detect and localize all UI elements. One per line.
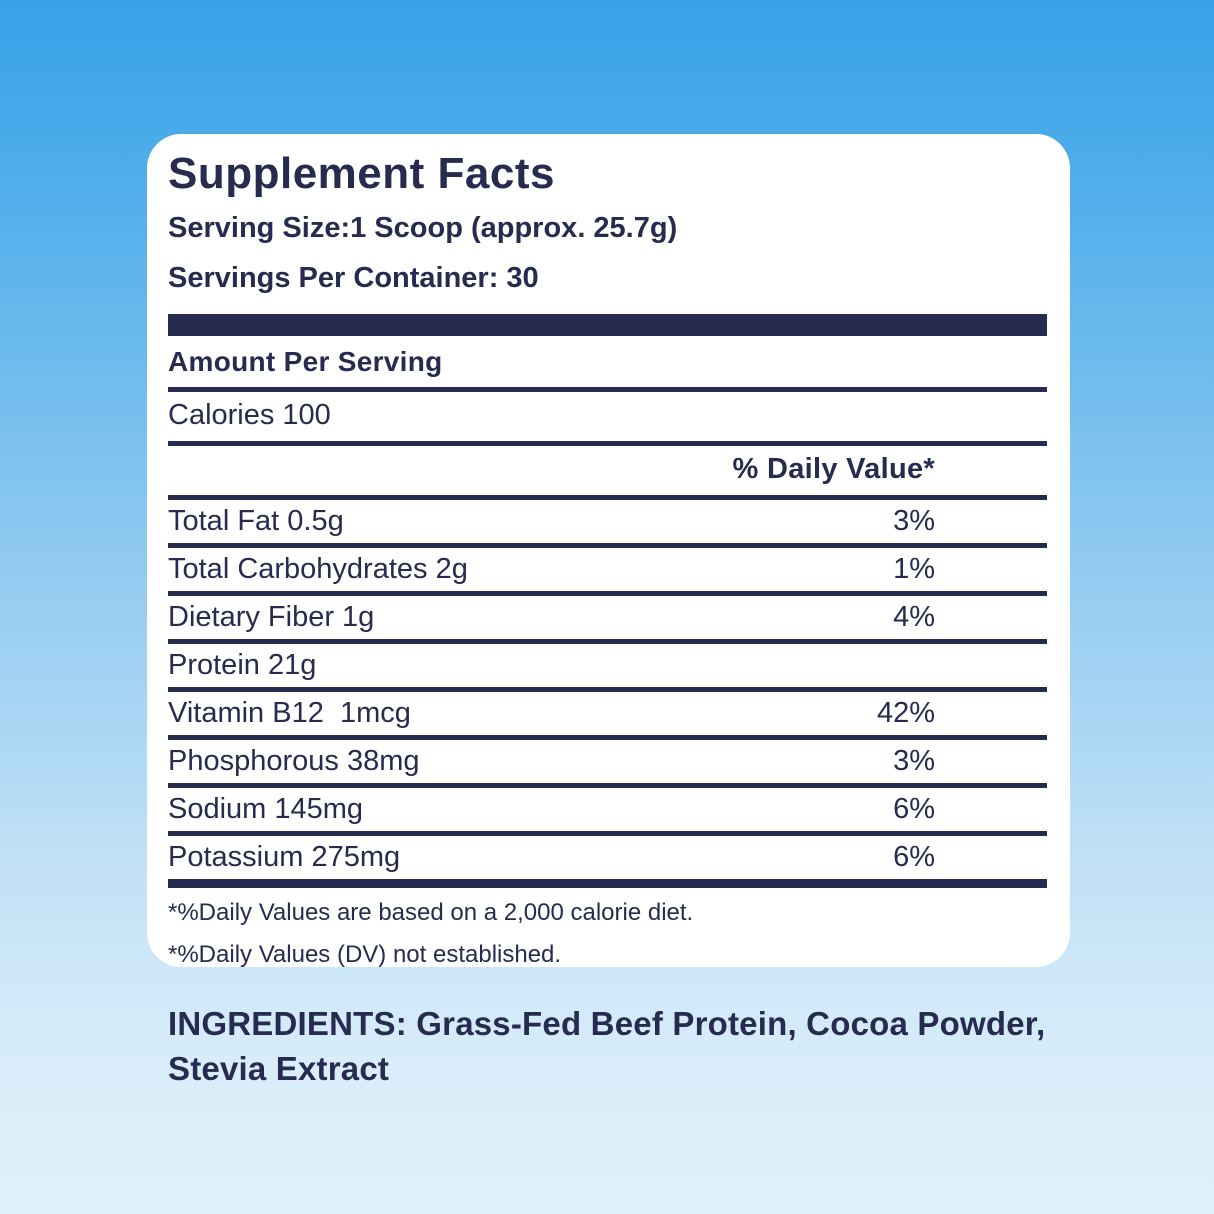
header-divider-bar [168,314,1047,336]
nutrient-row-potassium [168,836,1047,879]
nutrient-label: Total Fat 0.5g [168,504,344,537]
nutrient-daily-value: 4% [893,600,935,633]
supplement-facts-title: Supplement Facts [168,149,555,198]
nutrient-row-dietary-fiber [168,596,1047,639]
nutrient-daily-value: 3% [893,744,935,777]
servings-per-container-text: Servings Per Container: 30 [168,262,539,295]
amount-per-serving-label: Amount Per Serving [168,345,443,377]
footnote-dv-not-established: *%Daily Values (DV) not established. [168,940,562,968]
supplement-facts-card [147,134,1070,967]
ingredients-text: INGREDIENTS: Grass-Fed Beef Protein, Cocoa Powder, Stevia Extract [168,1005,1046,1088]
serving-size-text: Serving Size:1 Scoop (approx. 25.7g) [168,212,678,245]
nutrient-row-sodium [168,788,1047,831]
nutrient-daily-value: 6% [893,792,935,825]
nutrient-row-phosphorous [168,740,1047,783]
nutrient-row-total-fat [168,500,1047,543]
nutrient-label: Sodium 145mg [168,792,364,825]
footnote-daily-values: *%Daily Values are based on a 2,000 calorie diet. [168,898,694,926]
nutrient-row-protein [168,644,1047,687]
nutrient-label: Protein 21g [168,648,317,681]
nutrient-row-total-carbohydrates [168,548,1047,591]
nutrient-label: Dietary Fiber 1g [168,600,375,633]
nutrient-label: Potassium 275mg [168,840,401,873]
calories-row: Calories 100 [168,398,331,431]
nutrient-daily-value: 6% [893,840,935,873]
daily-value-header: % Daily Value* [732,452,935,485]
nutrient-daily-value: 1% [893,552,935,585]
nutrient-row-vitamin-b12 [168,692,1047,735]
nutrient-label: Vitamin B12 1mcg [168,696,411,729]
nutrient-label: Total Carbohydrates 2g [168,552,468,585]
nutrient-daily-value: 3% [893,504,935,537]
bottom-divider-bar [168,879,1047,888]
nutrient-daily-value: 42% [876,696,935,729]
nutrient-label: Phosphorous 38mg [168,744,420,777]
footnotes [168,899,1047,970]
